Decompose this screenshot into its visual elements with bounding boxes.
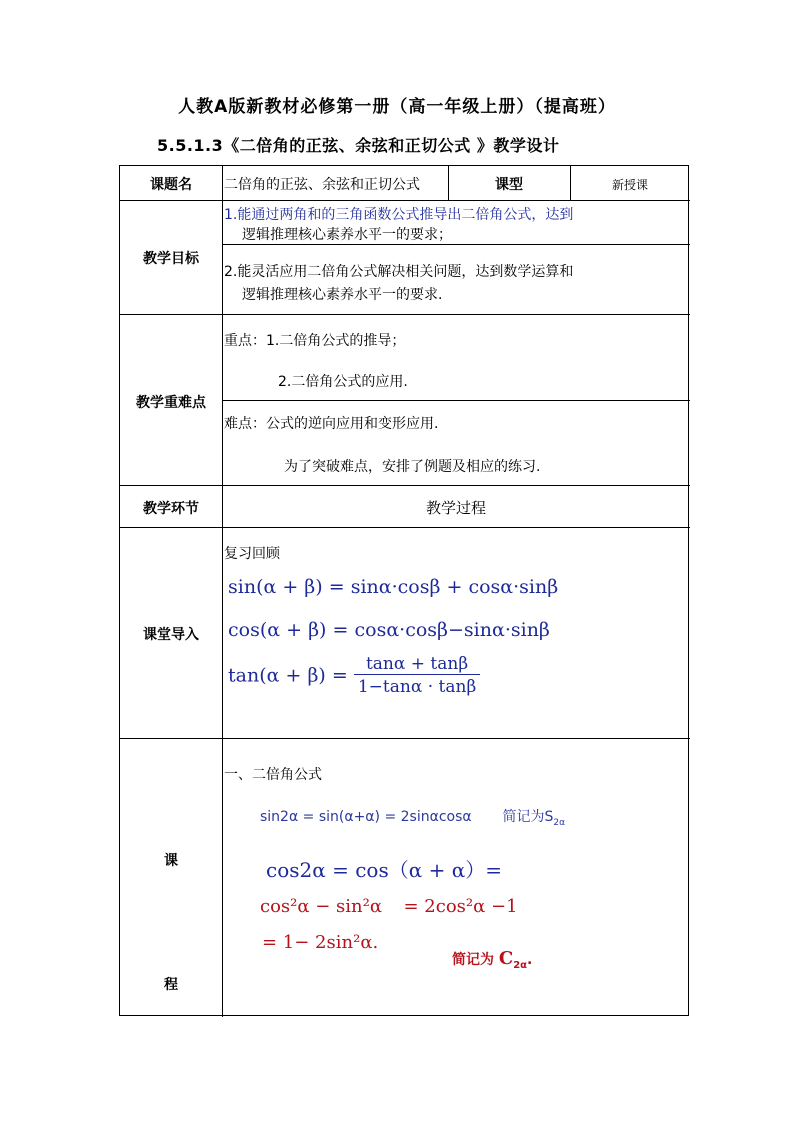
cos2a-line-1: cos2α = cos（α + α）= xyxy=(266,858,502,882)
tan-sum-numerator: tanα + tanβ xyxy=(365,654,469,674)
row-divider xyxy=(120,738,690,739)
cos2a-line-3: = 1− 2sin²α. xyxy=(262,932,379,953)
topic-label: 课题名 xyxy=(150,177,192,193)
cos2a-line-2b: = 2cos²α −1 xyxy=(403,896,518,917)
cos-sum-rhs: = cosα·cosβ−sinα·sinβ xyxy=(332,619,550,641)
row-divider xyxy=(120,314,690,315)
process-stage-label: 教学环节 xyxy=(143,501,199,517)
column-divider xyxy=(222,166,223,1017)
row-divider xyxy=(222,244,690,245)
row-divider xyxy=(120,485,690,486)
objectives-label: 教学目标 xyxy=(143,251,199,267)
cos2a-line-2 xyxy=(260,896,518,917)
cos2a-line-2a: cos²α − sin²α xyxy=(260,896,383,917)
tan-sum-lhs: tan(α + β) = xyxy=(228,664,348,687)
review-heading: 复习回顾 xyxy=(224,546,280,562)
cos2a-note-subscript: 2α xyxy=(513,959,528,971)
tan-sum-formula xyxy=(228,654,480,697)
objective-1-line-1: 1.能通过两角和的三角函数公式推导出二倍角公式，达到 xyxy=(224,207,574,223)
key-point-1: 重点：1.二倍角公式的推导； xyxy=(224,333,406,349)
difficulty: 难点：公式的逆向应用和变形应用. xyxy=(224,416,439,432)
cos-sum-lhs: cos(α + β) xyxy=(228,619,327,641)
row-divider xyxy=(222,400,690,401)
tan-sum-fraction xyxy=(354,654,480,697)
cos-sum-formula xyxy=(228,619,550,641)
sin2a-text: sin2α = sin(α+α) = 2sinαcosα xyxy=(260,809,472,825)
lesson-label-top: 课 xyxy=(164,853,178,869)
objective-1-line-2: 逻辑推理核心素养水平一的要求； xyxy=(242,227,452,243)
lesson-plan-table xyxy=(119,165,689,1016)
topic-value: 二倍角的正弦、余弦和正切公式 xyxy=(224,177,420,193)
sin-sum-lhs: sin(α + β) xyxy=(228,576,323,598)
process-header: 教学过程 xyxy=(425,499,486,517)
sin2a-formula xyxy=(260,806,565,828)
type-label: 课型 xyxy=(495,177,523,193)
key-point-2: 2.二倍角公式的应用. xyxy=(278,374,408,390)
intro-label: 课堂导入 xyxy=(143,627,199,643)
cos2a-note xyxy=(452,948,532,971)
difficulty-note: 为了突破难点，安排了例题及相应的练习. xyxy=(284,459,541,475)
document-title: 人教A版新教材必修第一册（高一年级上册）（提高班） xyxy=(178,97,616,117)
row-divider xyxy=(120,527,690,528)
type-value: 新授课 xyxy=(611,178,648,192)
cos2a-note-end: . xyxy=(527,952,533,968)
key-points-label: 教学重难点 xyxy=(136,395,206,411)
objective-2-line-1: 2.能灵活应用二倍角公式解决相关问题，达到数学运算和 xyxy=(224,264,574,280)
cos2a-note-c: C xyxy=(498,948,514,969)
sin-sum-rhs: = sinα·cosβ + cosα·sinβ xyxy=(328,576,559,598)
sin2a-note: 简记为S xyxy=(502,809,554,825)
section-heading: 一、二倍角公式 xyxy=(224,767,322,783)
lesson-label-bottom: 程 xyxy=(164,977,178,993)
sin2a-subscript: 2α xyxy=(553,817,566,828)
tan-sum-denominator: 1−tanα · tanβ xyxy=(354,674,480,697)
document-subtitle: 5.5.1.3《二倍角的正弦、余弦和正切公式 》教学设计 xyxy=(157,136,560,155)
cos2a-note-text: 简记为 xyxy=(452,952,494,968)
row-divider xyxy=(120,200,690,201)
sin-sum-formula xyxy=(228,576,558,598)
objective-2-line-2: 逻辑推理核心素养水平一的要求. xyxy=(242,287,443,303)
